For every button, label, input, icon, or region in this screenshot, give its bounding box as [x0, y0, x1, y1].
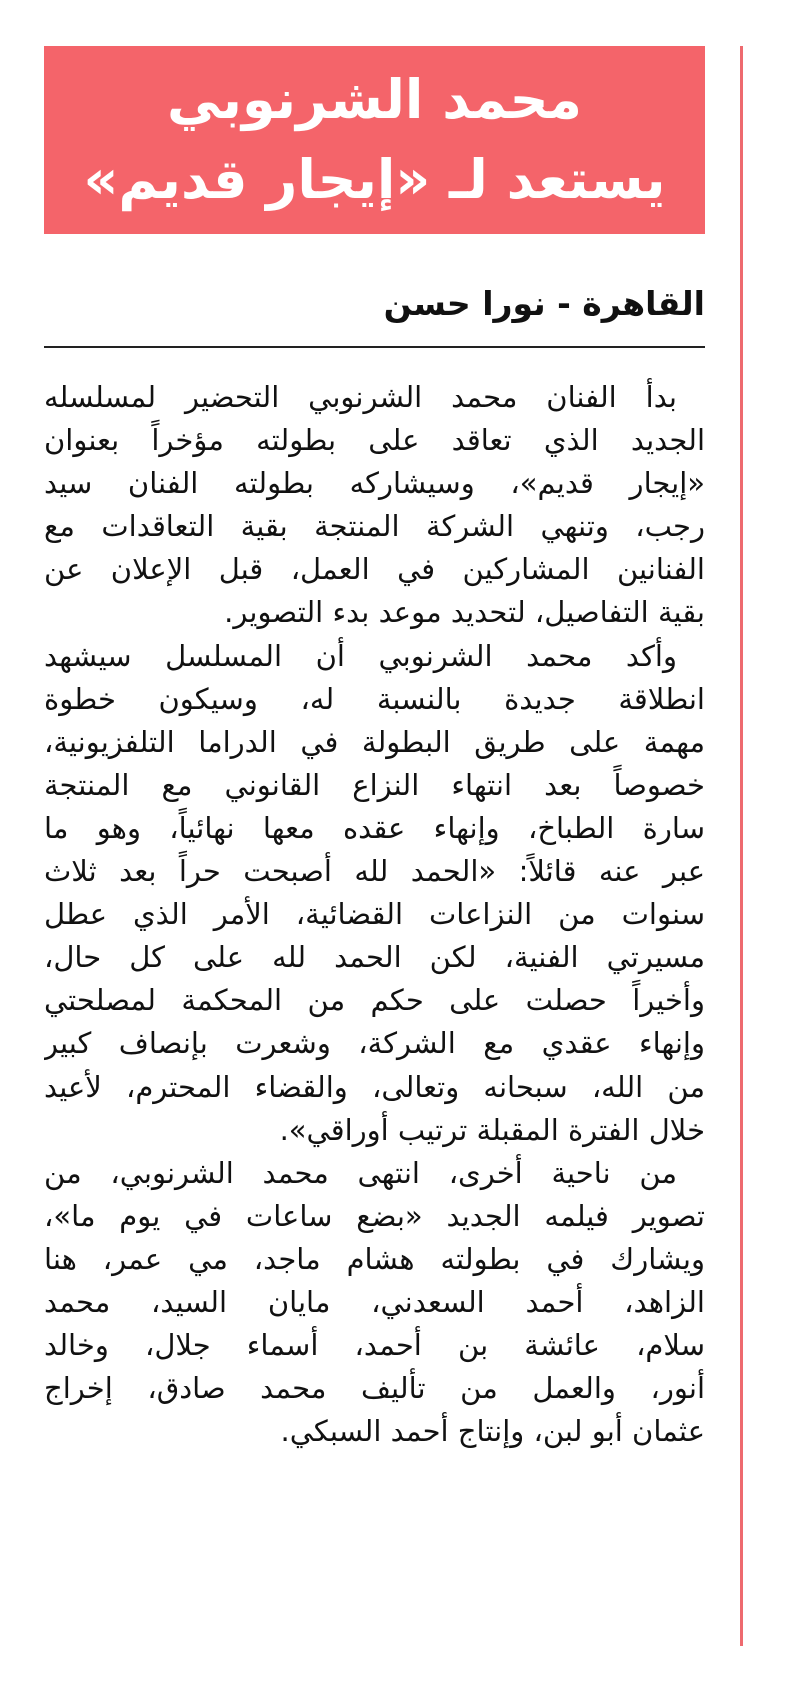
- article-line: عبر عنه قائلاً: «الحمد لله أصبحت حراً بعد ثلاث: [44, 854, 705, 889]
- article-body: [44, 376, 705, 1453]
- article-line: وأكد محمد الشرنوبي أن المسلسل سيشهد: [44, 638, 677, 673]
- article-line: بقية التفاصيل، لتحديد موعد بدء التصوير.: [224, 595, 705, 630]
- headline-line-2: يستعد لـ «إيجار قديم»: [83, 148, 666, 211]
- article-line: رجب، وتنهي الشركة المنتجة بقية التعاقدات مع: [44, 509, 705, 544]
- article-line: من الله، سبحانه وتعالى، والقضاء المحترم، لأعيد: [44, 1069, 705, 1104]
- byline-divider: [44, 346, 705, 348]
- article-line: مسيرتي الفنية، لكن الحمد لله على كل حال،: [44, 940, 705, 975]
- article-line: «إيجار قديم»، وسيشاركه بطولته الفنان سيد: [44, 466, 705, 501]
- article-line: سلام، عائشة بن أحمد، أسماء جلال، وخالد: [44, 1328, 705, 1363]
- headline-banner: [44, 46, 705, 234]
- article-line: مهمة على طريق البطولة في الدراما التلفزيونية،: [44, 724, 705, 759]
- byline: القاهرة - نورا حسن: [383, 284, 705, 323]
- article-line: عثمان أبو لبن، وإنتاج أحمد السبكي.: [280, 1414, 705, 1449]
- article-line: سارة الطباخ، وإنهاء عقده معها نهائياً، وهو ما: [44, 810, 705, 845]
- article-line: الجديد الذي تعاقد على بطولته مؤخراً بعنوان: [44, 423, 705, 458]
- article-line: انطلاقة جديدة بالنسبة له، وسيكون خطوة: [44, 681, 705, 716]
- article-line: من ناحية أخرى، انتهى محمد الشرنوبي، من: [44, 1155, 677, 1190]
- article-line: خصوصاً بعد انتهاء النزاع القانوني مع المنتجة: [44, 767, 705, 802]
- article-line: خلال الفترة المقبلة ترتيب أوراقي».: [279, 1112, 705, 1147]
- article-line: الفنانين المشاركين في العمل، قبل الإعلان عن: [44, 552, 705, 587]
- page-margin-rule: [740, 46, 743, 1646]
- article-line: ويشارك في بطولته هشام ماجد، مي عمر، هنا: [44, 1241, 705, 1276]
- article-line: سنوات من النزاعات القضائية، الأمر الذي عطل: [44, 897, 705, 932]
- article-line: الزاهد، أحمد السعدني، مايان السيد، محمد: [44, 1284, 705, 1319]
- headline-line-1: محمد الشرنوبي: [167, 68, 582, 131]
- article-line: وإنهاء عقدي مع الشركة، وشعرت بإنصاف كبير: [44, 1026, 705, 1061]
- article-line: وأخيراً حصلت على حكم من المحكمة لمصلحتي: [44, 983, 705, 1018]
- article-line: بدأ الفنان محمد الشرنوبي التحضير لمسلسله: [44, 380, 677, 414]
- article-line: تصوير فيلمه الجديد «بضع ساعات في يوم ما»،: [44, 1198, 705, 1233]
- article-line: أنور، والعمل من تأليف محمد صادق، إخراج: [44, 1371, 705, 1406]
